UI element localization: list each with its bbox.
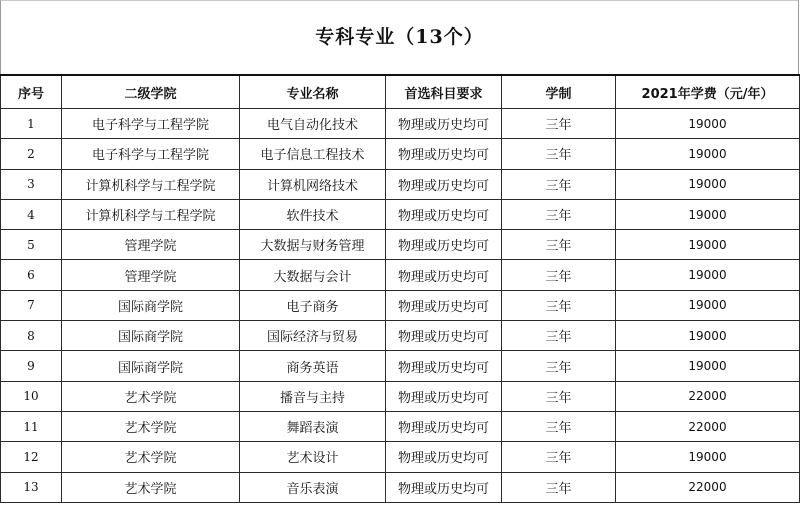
cell-index[interactable]: 12 [1, 442, 62, 472]
cell-college[interactable]: 计算机科学与工程学院 [62, 199, 240, 229]
cell-tuition[interactable]: 19000 [616, 109, 800, 139]
cell-index[interactable]: 6 [1, 260, 62, 290]
table-row [1, 109, 800, 139]
cell-tuition[interactable]: 22000 [616, 381, 800, 411]
cell-major[interactable]: 电子信息工程技术 [240, 139, 386, 169]
cell-tuition[interactable]: 19000 [616, 199, 800, 229]
cell-duration[interactable]: 三年 [502, 351, 616, 381]
cell-index[interactable]: 11 [1, 411, 62, 441]
header-duration[interactable]: 学制 [502, 75, 616, 109]
cell-major[interactable]: 计算机网络技术 [240, 169, 386, 199]
cell-major[interactable]: 国际经济与贸易 [240, 321, 386, 351]
cell-duration[interactable]: 三年 [502, 442, 616, 472]
cell-subject-requirement[interactable]: 物理或历史均可 [386, 139, 502, 169]
table-row [1, 381, 800, 411]
header-row [1, 75, 800, 109]
cell-duration[interactable]: 三年 [502, 472, 616, 502]
header-tuition[interactable]: 2021年学费（元/年） [616, 75, 800, 109]
table-row [1, 321, 800, 351]
cell-tuition[interactable]: 19000 [616, 290, 800, 320]
cell-major[interactable]: 电气自动化技术 [240, 109, 386, 139]
cell-college[interactable]: 电子科学与工程学院 [62, 139, 240, 169]
cell-tuition[interactable]: 19000 [616, 351, 800, 381]
cell-duration[interactable]: 三年 [502, 321, 616, 351]
cell-index[interactable]: 4 [1, 199, 62, 229]
table-row [1, 351, 800, 381]
cell-duration[interactable]: 三年 [502, 290, 616, 320]
cell-tuition[interactable]: 19000 [616, 442, 800, 472]
cell-subject-requirement[interactable]: 物理或历史均可 [386, 472, 502, 502]
cell-index[interactable]: 5 [1, 230, 62, 260]
cell-index[interactable]: 2 [1, 139, 62, 169]
cell-tuition[interactable]: 19000 [616, 260, 800, 290]
cell-tuition[interactable]: 19000 [616, 139, 800, 169]
cell-college[interactable]: 艺术学院 [62, 442, 240, 472]
header-subject-requirement[interactable]: 首选科目要求 [386, 75, 502, 109]
table-body [1, 109, 800, 503]
cell-duration[interactable]: 三年 [502, 381, 616, 411]
cell-subject-requirement[interactable]: 物理或历史均可 [386, 411, 502, 441]
cell-subject-requirement[interactable]: 物理或历史均可 [386, 290, 502, 320]
table-row [1, 290, 800, 320]
cell-index[interactable]: 10 [1, 381, 62, 411]
cell-major[interactable]: 舞蹈表演 [240, 411, 386, 441]
cell-college[interactable]: 计算机科学与工程学院 [62, 169, 240, 199]
cell-index[interactable]: 1 [1, 109, 62, 139]
table-row [1, 472, 800, 502]
cell-tuition[interactable]: 19000 [616, 169, 800, 199]
cell-tuition[interactable]: 22000 [616, 411, 800, 441]
cell-college[interactable]: 管理学院 [62, 260, 240, 290]
cell-duration[interactable]: 三年 [502, 260, 616, 290]
table-row [1, 260, 800, 290]
cell-index[interactable]: 8 [1, 321, 62, 351]
cell-college[interactable]: 国际商学院 [62, 351, 240, 381]
table-row [1, 442, 800, 472]
cell-duration[interactable]: 三年 [502, 109, 616, 139]
cell-subject-requirement[interactable]: 物理或历史均可 [386, 381, 502, 411]
cell-duration[interactable]: 三年 [502, 139, 616, 169]
cell-major[interactable]: 电子商务 [240, 290, 386, 320]
cell-index[interactable]: 7 [1, 290, 62, 320]
cell-tuition[interactable]: 19000 [616, 230, 800, 260]
table-row [1, 230, 800, 260]
cell-index[interactable]: 9 [1, 351, 62, 381]
cell-subject-requirement[interactable]: 物理或历史均可 [386, 109, 502, 139]
cell-college[interactable]: 艺术学院 [62, 472, 240, 502]
cell-major[interactable]: 大数据与会计 [240, 260, 386, 290]
cell-duration[interactable]: 三年 [502, 411, 616, 441]
cell-major[interactable]: 艺术设计 [240, 442, 386, 472]
header-major[interactable]: 专业名称 [240, 75, 386, 109]
cell-major[interactable]: 商务英语 [240, 351, 386, 381]
cell-index[interactable]: 3 [1, 169, 62, 199]
cell-major[interactable]: 音乐表演 [240, 472, 386, 502]
cell-major[interactable]: 播音与主持 [240, 381, 386, 411]
cell-duration[interactable]: 三年 [502, 169, 616, 199]
cell-major[interactable]: 大数据与财务管理 [240, 230, 386, 260]
page-title: 专科专业（13个） [315, 26, 484, 48]
cell-subject-requirement[interactable]: 物理或历史均可 [386, 169, 502, 199]
title-cell[interactable] [0, 0, 799, 74]
cell-subject-requirement[interactable]: 物理或历史均可 [386, 442, 502, 472]
cell-subject-requirement[interactable]: 物理或历史均可 [386, 351, 502, 381]
cell-tuition[interactable]: 22000 [616, 472, 800, 502]
cell-subject-requirement[interactable]: 物理或历史均可 [386, 321, 502, 351]
table-row [1, 169, 800, 199]
cell-college[interactable]: 电子科学与工程学院 [62, 109, 240, 139]
header-college[interactable]: 二级学院 [62, 75, 240, 109]
cell-duration[interactable]: 三年 [502, 199, 616, 229]
cell-college[interactable]: 国际商学院 [62, 321, 240, 351]
cell-major[interactable]: 软件技术 [240, 199, 386, 229]
table-row [1, 199, 800, 229]
cell-tuition[interactable]: 19000 [616, 321, 800, 351]
cell-college[interactable]: 国际商学院 [62, 290, 240, 320]
table-row [1, 139, 800, 169]
cell-college[interactable]: 艺术学院 [62, 411, 240, 441]
cell-duration[interactable]: 三年 [502, 230, 616, 260]
cell-index[interactable]: 13 [1, 472, 62, 502]
majors-table [0, 74, 800, 503]
cell-college[interactable]: 艺术学院 [62, 381, 240, 411]
table-row [1, 411, 800, 441]
cell-subject-requirement[interactable]: 物理或历史均可 [386, 230, 502, 260]
cell-subject-requirement[interactable]: 物理或历史均可 [386, 260, 502, 290]
header-index[interactable]: 序号 [1, 75, 62, 109]
cell-subject-requirement[interactable]: 物理或历史均可 [386, 199, 502, 229]
cell-college[interactable]: 管理学院 [62, 230, 240, 260]
